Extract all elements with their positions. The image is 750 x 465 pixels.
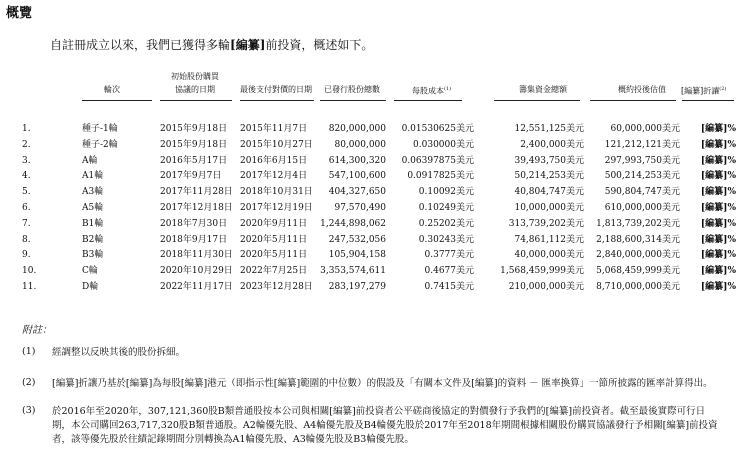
cell-num: 11. — [22, 282, 37, 292]
cell-round: C輪 — [82, 266, 98, 277]
cell-shares: 820,000,000 — [328, 124, 386, 134]
cell-valuation: 2,188,600,314美元 — [596, 234, 680, 245]
cell-cost: 0.4677美元 — [424, 266, 474, 277]
cell-agreement-date: 2017年9月7日 — [160, 171, 222, 182]
cell-round: 種子-1輪 — [82, 124, 118, 134]
header-valuation: 概約投後估值 — [618, 85, 666, 94]
cell-shares: 547,100,600 — [328, 171, 386, 182]
cell-round: A輪 — [82, 155, 98, 166]
cell-payment-date: 2016年6月15日 — [240, 155, 308, 166]
cell-cost: 0.0917825美元 — [407, 171, 474, 182]
header-rule — [494, 100, 580, 101]
cell-valuation: 610,000,000美元 — [604, 203, 680, 213]
cell-cost: 0.01530625美元 — [401, 124, 474, 134]
cell-shares: 3,353,574,611 — [320, 266, 386, 277]
note-text: 者，該等優先股於往績記錄期間分別轉換為A1輪優先股、A3輪優先股及B3輪優先股。 — [52, 434, 414, 445]
header-agreement-date: 初始股份購買 協議的日期 — [171, 72, 219, 94]
cell-raised: 39,493,750美元 — [514, 155, 584, 166]
cell-round: A5輪 — [82, 203, 104, 213]
cell-payment-date: 2020年5月11日 — [240, 250, 308, 261]
table-row — [0, 279, 750, 295]
cell-num: 2. — [22, 139, 31, 150]
header-rule — [394, 100, 462, 101]
header-rule — [82, 100, 152, 101]
cell-shares: 247,532,056 — [328, 234, 386, 245]
intro-paragraph — [50, 36, 373, 53]
table-row — [0, 216, 750, 232]
cell-valuation: 60,000,000美元 — [610, 124, 680, 134]
cell-num: 8. — [22, 234, 31, 245]
intro-redacted: [編纂] — [230, 38, 266, 52]
cell-shares: 105,904,158 — [328, 250, 386, 261]
cell-raised: 313,739,202美元 — [508, 218, 584, 229]
cell-valuation: 500,214,253美元 — [604, 171, 680, 182]
header-round: 輪次 — [104, 85, 120, 94]
cell-agreement-date: 2017年11月28日 — [160, 187, 233, 198]
cell-round: A1輪 — [82, 171, 104, 182]
cell-agreement-date: 2022年11月17日 — [160, 282, 233, 292]
cell-round: 種子-2輪 — [82, 139, 118, 150]
header-rule — [160, 100, 232, 101]
cell-round: B2輪 — [82, 234, 104, 245]
header-rule — [240, 100, 314, 101]
cell-valuation: 590,804,747美元 — [604, 187, 680, 198]
cell-cost: 0.10092美元 — [418, 187, 474, 198]
header-cost-per-share: 每股成本$^{(1)}$ — [412, 86, 452, 96]
cell-num: 10. — [22, 266, 37, 277]
cell-num: 7. — [22, 218, 31, 229]
header-rule — [590, 100, 676, 101]
cell-discount: [編纂]% — [700, 124, 736, 134]
cell-raised: 12,551,125美元 — [514, 124, 584, 134]
intro-text-before: 自註冊成立以來，我們已獲得多輪 — [50, 38, 231, 52]
cell-discount: [編纂]% — [700, 139, 736, 150]
cell-raised: 10,000,000美元 — [514, 203, 584, 213]
header-discount: [編纂]折讓$^{(2)}$ — [681, 86, 727, 96]
header-payment-date: 最後支付對價的日期 — [240, 85, 312, 94]
cell-valuation: 8,710,000,000美元 — [596, 282, 680, 292]
note-number: (3) — [22, 405, 36, 416]
table-row — [0, 263, 750, 279]
cell-raised: 2,400,000美元 — [520, 139, 584, 150]
cell-raised: 40,804,747美元 — [514, 187, 584, 198]
cell-payment-date: 2018年10月31日 — [240, 187, 313, 198]
cell-num: 4. — [22, 171, 31, 182]
cell-valuation: 297,993,750美元 — [604, 155, 680, 166]
cell-agreement-date: 2015年9月18日 — [160, 124, 228, 134]
cell-discount: [編纂]% — [700, 234, 736, 245]
cell-agreement-date: 2020年10月29日 — [160, 266, 233, 277]
cell-cost: 0.10249美元 — [418, 203, 474, 213]
table-row — [0, 247, 750, 263]
header-total-raised: 籌集資金總額 — [519, 85, 567, 94]
cell-valuation: 5,068,459,999美元 — [596, 266, 680, 277]
cell-round: B3輪 — [82, 250, 104, 261]
note-text: 期，本公司購回263,717,320股B類普通股。A2輪優先股、A4輪優先股及B4輪優先股於2017年至2018年期間根據相關股份購買協議發行予相關[編纂]前投資 — [52, 420, 718, 431]
cell-num: 5. — [22, 187, 31, 198]
table-row — [0, 184, 750, 200]
table-row — [0, 168, 750, 184]
cell-shares: 614,300,320 — [328, 155, 386, 166]
cell-agreement-date: 2017年12月18日 — [160, 203, 233, 213]
cell-discount: [編纂]% — [700, 187, 736, 198]
cell-agreement-date: 2018年11月30日 — [160, 250, 233, 261]
cell-discount: [編纂]% — [700, 266, 736, 277]
cell-raised: 74,861,112美元 — [514, 234, 584, 245]
note-number: (2) — [22, 377, 36, 388]
note-text: [編纂]折讓乃基於[編纂]為每股[編纂]港元（即指示性[編纂]範圍的中位數）的假設及「有關本文件及[編纂]的資料 － 匯率換算」一節所披露的匯率計算得出。 — [52, 378, 713, 389]
cell-discount: [編纂]% — [700, 282, 736, 292]
header-shares: 已發行股份總數 — [324, 85, 380, 94]
note-text: 經調整以反映其後的股份拆細。 — [52, 347, 186, 358]
cell-cost: 0.3777美元 — [424, 250, 474, 261]
cell-discount: [編纂]% — [700, 171, 736, 182]
cell-valuation: 1,813,739,202美元 — [596, 218, 680, 229]
cell-discount: [編纂]% — [700, 155, 736, 166]
cell-raised: 40,000,000美元 — [514, 250, 584, 261]
cell-agreement-date: 2018年7月30日 — [160, 218, 228, 229]
cell-round: D輪 — [82, 282, 99, 292]
cell-cost: 0.7415美元 — [424, 282, 474, 292]
cell-shares: 97,570,490 — [334, 203, 386, 213]
header-rule — [682, 100, 734, 101]
section-heading: 概覽 — [6, 6, 33, 21]
cell-cost: 0.30243美元 — [418, 234, 474, 245]
notes-label: 附註： — [22, 325, 52, 336]
cell-discount: [編纂]% — [700, 250, 736, 261]
header-rule — [320, 100, 386, 101]
cell-payment-date: 2020年5月11日 — [240, 234, 308, 245]
cell-round: B1輪 — [82, 218, 104, 229]
cell-agreement-date: 2018年9月17日 — [160, 234, 228, 245]
cell-cost: 0.25202美元 — [418, 218, 474, 229]
cell-discount: [編纂]% — [700, 218, 736, 229]
table-row — [0, 137, 750, 153]
cell-agreement-date: 2015年9月18日 — [160, 139, 228, 150]
cell-discount: [編纂]% — [700, 203, 736, 213]
cell-round: A3輪 — [82, 187, 104, 198]
cell-num: 9. — [22, 250, 31, 261]
table-row — [0, 232, 750, 248]
note-number: (1) — [22, 346, 36, 357]
note-text: 於2016年至2020年，307,121,360股B類普通股按本公司與相關[編纂]前投資者公平磋商後協定的對價發行予我們的[編纂]前投資者。截至最後實際可行日 — [52, 406, 706, 417]
cell-raised: 210,000,000美元 — [508, 282, 584, 292]
cell-payment-date: 2017年12月19日 — [240, 203, 313, 213]
cell-valuation: 2,840,000,000美元 — [596, 250, 680, 261]
cell-shares: 283,197,279 — [328, 282, 386, 292]
cell-num: 3. — [22, 155, 31, 166]
cell-payment-date: 2015年11月7日 — [240, 124, 308, 134]
table-row — [0, 200, 750, 216]
cell-payment-date: 2023年12月28日 — [240, 282, 313, 292]
cell-num: 6. — [22, 203, 31, 213]
cell-payment-date: 2020年9月11日 — [240, 218, 308, 229]
cell-shares: 80,000,000 — [334, 139, 386, 150]
cell-payment-date: 2017年12月4日 — [240, 171, 308, 182]
table-row — [0, 153, 750, 169]
cell-agreement-date: 2016年5月17日 — [160, 155, 228, 166]
table-row — [0, 121, 750, 137]
cell-payment-date: 2022年7月25日 — [240, 266, 308, 277]
cell-shares: 404,327,650 — [328, 187, 386, 198]
cell-num: 1. — [22, 124, 31, 134]
cell-cost: 0.030000美元 — [413, 139, 474, 150]
cell-cost: 0.06397875美元 — [401, 155, 474, 166]
intro-text-after: 前投資，概述如下。 — [265, 38, 374, 52]
cell-valuation: 121,212,121美元 — [604, 139, 680, 150]
cell-raised: 50,214,253美元 — [514, 171, 584, 182]
cell-raised: 1,568,459,999美元 — [500, 266, 584, 277]
cell-payment-date: 2015年10月27日 — [240, 139, 313, 150]
cell-shares: 1,244,898,062 — [320, 218, 386, 229]
